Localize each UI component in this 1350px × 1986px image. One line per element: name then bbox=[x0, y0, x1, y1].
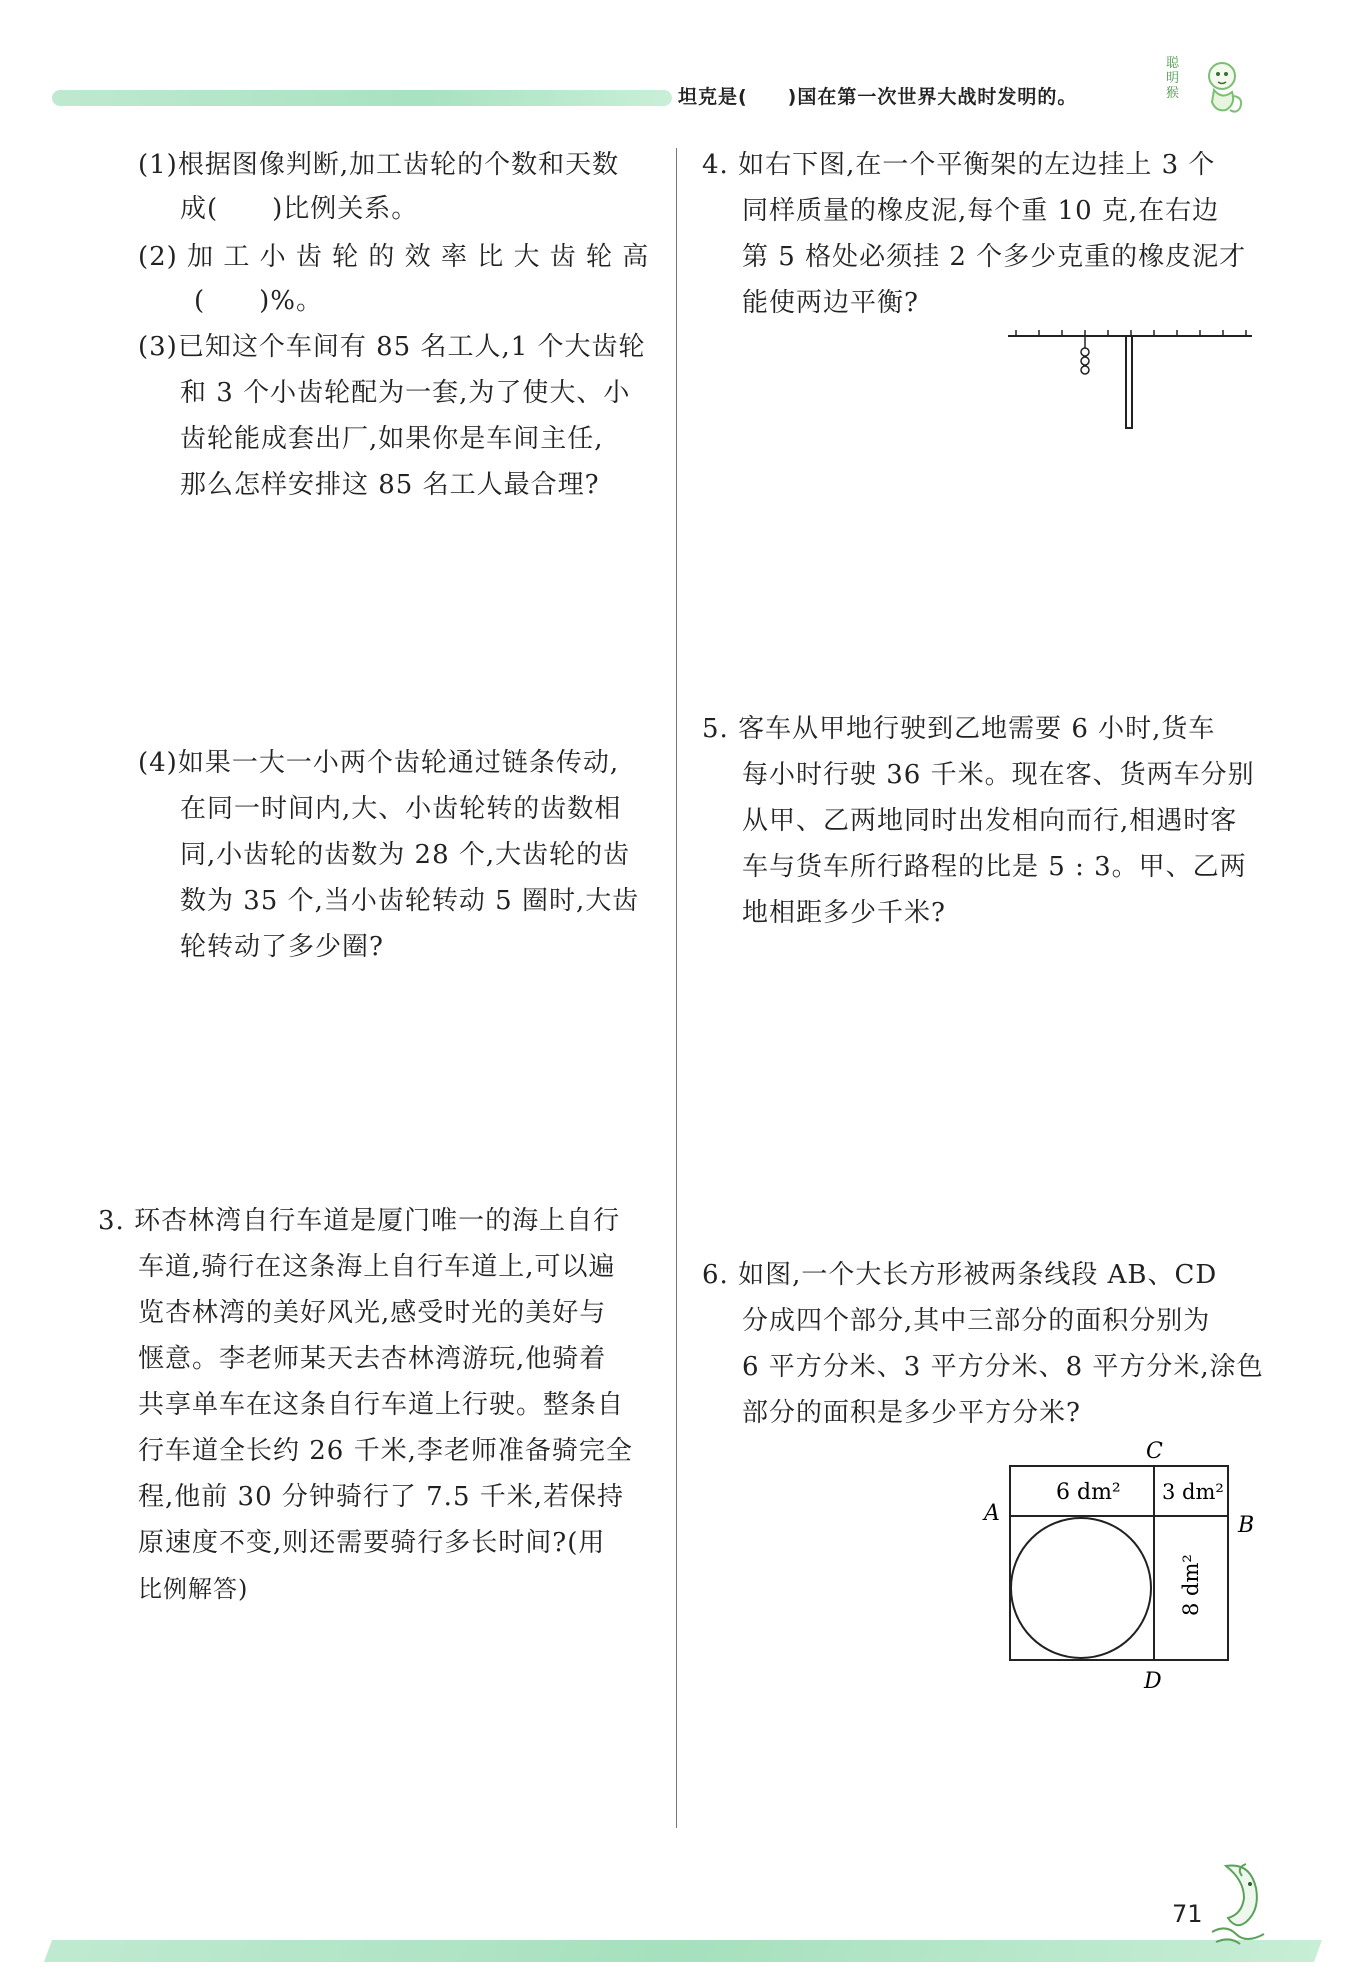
q5-line4: 车与货车所行路程的比是 5 : 3。甲、乙两 bbox=[742, 852, 1247, 882]
monkey-mascot-icon bbox=[1178, 52, 1248, 116]
q2-part1-line2: 成( )比例关系。 bbox=[180, 194, 419, 224]
q4-line1: 4. 如右下图,在一个平衡架的左边挂上 3 个 bbox=[702, 150, 1216, 180]
q3-line7: 程,他前 30 分钟骑行了 7.5 千米,若保持 bbox=[138, 1482, 625, 1512]
header-bar bbox=[52, 90, 672, 106]
label-a: A bbox=[984, 1501, 1000, 1526]
q4-line3: 第 5 格处必须挂 2 个多少克重的橡皮泥才 bbox=[742, 242, 1247, 272]
rectangle-figure bbox=[976, 1436, 1266, 1706]
footer-bar bbox=[44, 1940, 1322, 1962]
page-number: 71 bbox=[1172, 1900, 1203, 1928]
label-d: D bbox=[1144, 1669, 1162, 1694]
q3-line1: 3. 环杏林湾自行车道是厦门唯一的海上自行 bbox=[98, 1206, 621, 1236]
q6-line3: 6 平方分米、3 平方分米、8 平方分米,涂色 bbox=[742, 1352, 1264, 1382]
label-c: C bbox=[1146, 1439, 1163, 1464]
q3-line2: 车道,骑行在这条海上自行车道上,可以遍 bbox=[138, 1252, 616, 1282]
q4-line4: 能使两边平衡? bbox=[742, 288, 919, 318]
q3-line8: 原速度不变,则还需要骑行多长时间?(用 bbox=[138, 1528, 606, 1558]
area-top-left: 6 dm² bbox=[1056, 1480, 1121, 1505]
q5-line1: 5. 客车从甲地行驶到乙地需要 6 小时,货车 bbox=[702, 714, 1216, 744]
q2-part3-line2: 和 3 个小齿轮配为一套,为了使大、小 bbox=[180, 378, 631, 408]
q2-part4-line3: 同,小齿轮的齿数为 28 个,大齿轮的齿 bbox=[180, 840, 631, 870]
q2-part3-line1: (3)已知这个车间有 85 名工人,1 个大齿轮 bbox=[138, 332, 646, 362]
q2-part3-line3: 齿轮能成套出厂,如果你是车间主任, bbox=[180, 424, 604, 454]
q6-line2: 分成四个部分,其中三部分的面积分别为 bbox=[742, 1306, 1211, 1336]
q3-line5: 共享单车在这条自行车道上行驶。整条自 bbox=[138, 1390, 625, 1420]
q2-part4-line1: (4)如果一大一小两个齿轮通过链条传动, bbox=[138, 748, 620, 778]
q4-line2: 同样质量的橡皮泥,每个重 10 克,在右边 bbox=[742, 196, 1220, 226]
dolphin-icon bbox=[1206, 1858, 1272, 1948]
q2-part2-line2: ( )%。 bbox=[194, 286, 323, 316]
q6-line4: 部分的面积是多少平方分米? bbox=[742, 1398, 1081, 1428]
q3-line3: 览杏林湾的美好风光,感受时光的美好与 bbox=[138, 1298, 607, 1328]
q3-line6: 行车道全长约 26 千米,李老师准备骑完全 bbox=[138, 1436, 633, 1466]
q2-part4-line4: 数为 35 个,当小齿轮转动 5 圈时,大齿 bbox=[180, 886, 640, 916]
q5-line5: 地相距多少千米? bbox=[742, 898, 946, 928]
area-top-right: 3 dm² bbox=[1162, 1480, 1224, 1504]
column-divider bbox=[676, 148, 677, 1828]
mascot-label: 聪明猴 bbox=[1166, 56, 1180, 101]
q3-line4: 惬意。李老师某天去杏林湾游玩,他骑着 bbox=[138, 1344, 607, 1374]
q2-part4-line2: 在同一时间内,大、小齿轮转的齿数相 bbox=[180, 794, 622, 824]
q3-line9: 比例解答) bbox=[138, 1575, 249, 1603]
label-b: B bbox=[1238, 1513, 1255, 1538]
q2-part3-line4: 那么怎样安排这 85 名工人最合理? bbox=[180, 470, 600, 500]
q2-part1-line1: (1)根据图像判断,加工齿轮的个数和天数 bbox=[138, 150, 620, 180]
balance-beam-figure bbox=[1006, 326, 1266, 436]
q2-part2-line1: (2) 加 工 小 齿 轮 的 效 率 比 大 齿 轮 高 bbox=[138, 242, 650, 272]
q6-line1: 6. 如图,一个大长方形被两条线段 AB、CD bbox=[702, 1260, 1218, 1290]
q2-part4-line5: 轮转动了多少圈? bbox=[180, 932, 384, 962]
q5-line3: 从甲、乙两地同时出发相向而行,相遇时客 bbox=[742, 806, 1238, 836]
header-fact-text: 坦克是( )国在第一次世界大战时发明的。 bbox=[678, 86, 1078, 108]
q5-line2: 每小时行驶 36 千米。现在客、货两车分别 bbox=[742, 760, 1255, 790]
area-bottom-right: 8 dm² bbox=[1179, 1554, 1203, 1616]
